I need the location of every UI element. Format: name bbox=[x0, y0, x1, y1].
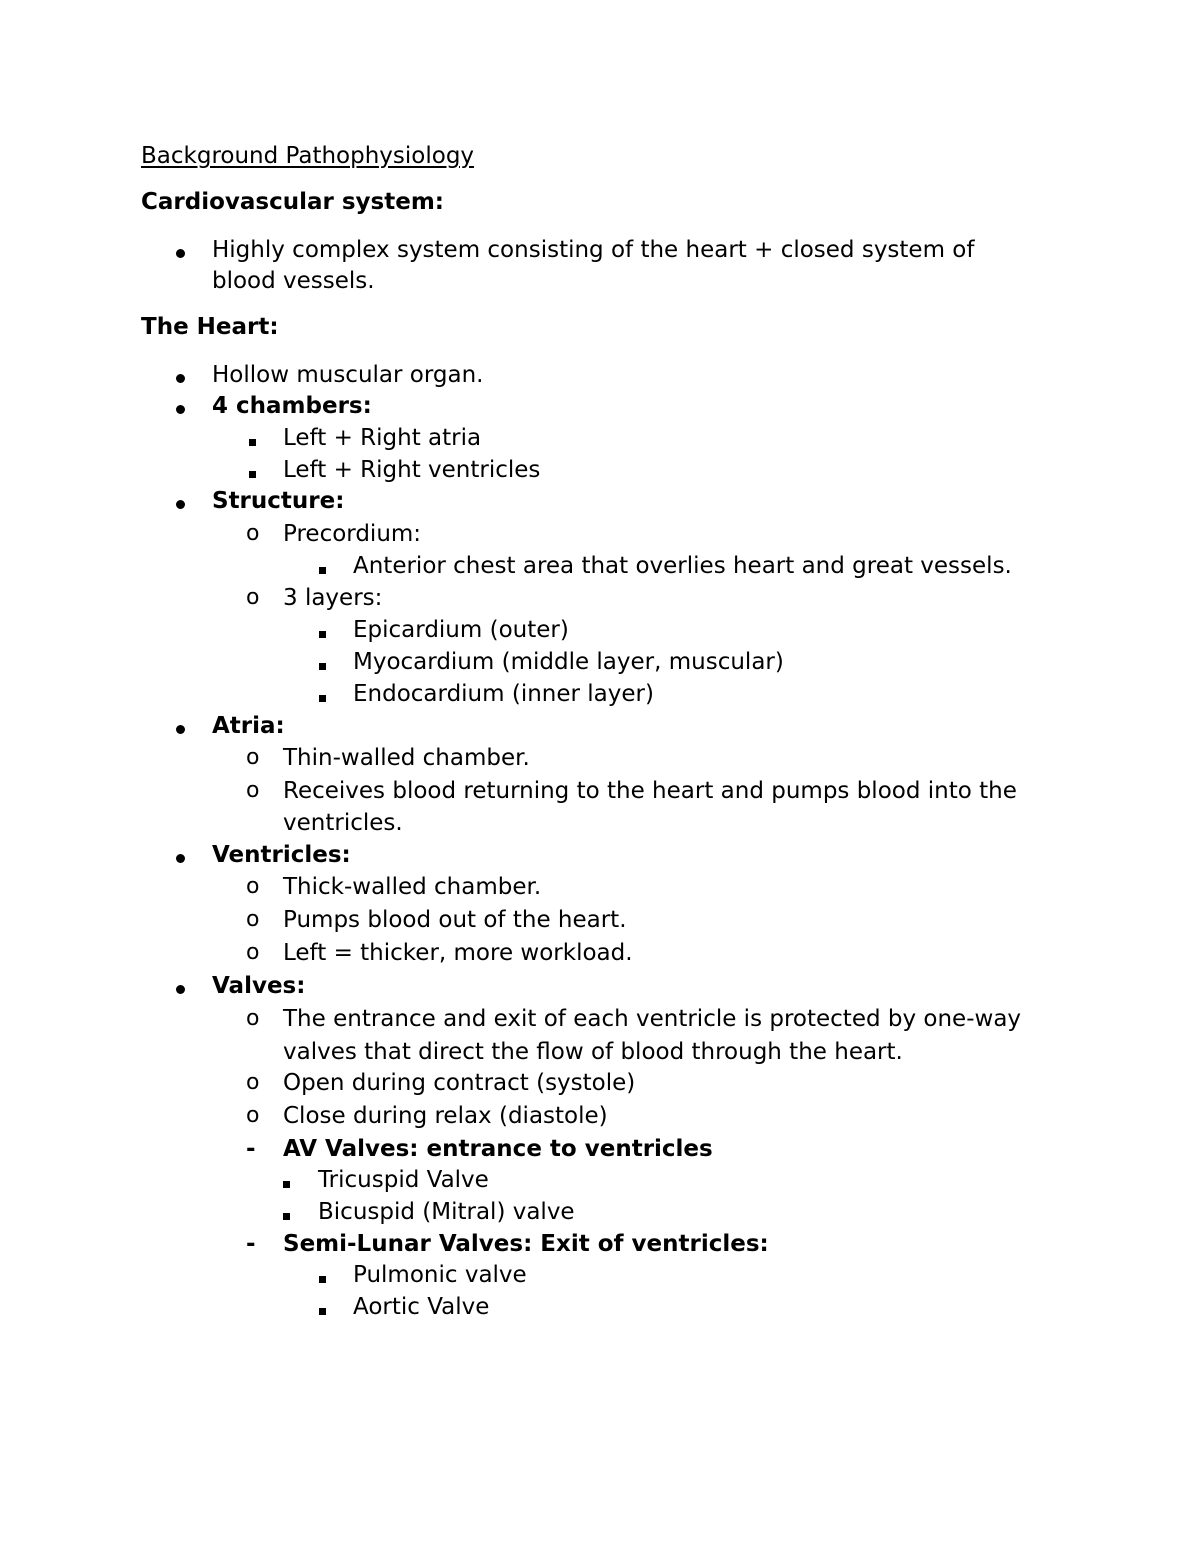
list-item-heading: Valves: bbox=[212, 973, 306, 999]
list-item-text-continued: valves that direct the flow of blood through the heart. bbox=[283, 1039, 903, 1065]
document-title: Background Pathophysiology bbox=[141, 143, 475, 169]
bullet-square bbox=[319, 679, 326, 711]
bullet-dash: - bbox=[246, 1136, 256, 1162]
list-item-heading: Structure: bbox=[212, 488, 345, 514]
list-item-text: Open during contract (systole) bbox=[283, 1070, 636, 1096]
bullet-disc bbox=[176, 486, 185, 518]
bullet-square bbox=[249, 455, 256, 487]
list-item-text: Hollow muscular organ. bbox=[212, 362, 484, 388]
bullet-disc bbox=[176, 711, 185, 743]
list-item-text: Aortic Valve bbox=[353, 1294, 490, 1320]
list-item-text: Tricuspid Valve bbox=[318, 1167, 489, 1193]
bullet-circle: o bbox=[246, 940, 260, 965]
list-item-text: Myocardium (middle layer, muscular) bbox=[353, 649, 784, 675]
list-item-text: Bicuspid (Mitral) valve bbox=[318, 1199, 575, 1225]
bullet-disc bbox=[176, 971, 185, 1003]
list-item-text: Thin-walled chamber. bbox=[283, 745, 530, 771]
list-item-text: Close during relax (diastole) bbox=[283, 1103, 608, 1129]
list-item-heading: Ventricles: bbox=[212, 842, 351, 868]
list-item-text: Pumps blood out of the heart. bbox=[283, 907, 627, 933]
list-item-heading: Atria: bbox=[212, 713, 285, 739]
list-item-text: Left + Right ventricles bbox=[283, 457, 541, 483]
list-item-text: Pulmonic valve bbox=[353, 1262, 527, 1288]
list-item-text: Anterior chest area that overlies heart and great vessels. bbox=[353, 553, 1012, 579]
bullet-circle: o bbox=[246, 745, 260, 770]
bullet-square bbox=[283, 1165, 290, 1197]
list-item-text: Thick-walled chamber. bbox=[283, 874, 542, 900]
bullet-circle: o bbox=[246, 1070, 260, 1095]
list-item-heading: AV Valves: entrance to ventricles bbox=[283, 1136, 713, 1162]
list-item-text-continued: ventricles. bbox=[283, 810, 403, 836]
heading-cardiovascular-system: Cardiovascular system: bbox=[141, 189, 444, 215]
bullet-circle: o bbox=[246, 521, 260, 546]
bullet-dash: - bbox=[246, 1231, 256, 1257]
list-item-heading: Semi-Lunar Valves: Exit of ventricles: bbox=[283, 1231, 769, 1257]
list-item-text: Highly complex system consisting of the heart + closed system of bbox=[212, 237, 975, 263]
bullet-circle: o bbox=[246, 874, 260, 899]
bullet-square bbox=[319, 647, 326, 679]
list-item-heading: 4 chambers: bbox=[212, 393, 372, 419]
bullet-disc bbox=[176, 235, 185, 267]
bullet-disc bbox=[176, 391, 185, 423]
bullet-square bbox=[319, 615, 326, 647]
list-item-text: 3 layers: bbox=[283, 585, 383, 611]
bullet-circle: o bbox=[246, 1006, 260, 1031]
list-item-text: Precordium: bbox=[283, 521, 422, 547]
bullet-square bbox=[319, 1260, 326, 1292]
list-item-text: Left = thicker, more workload. bbox=[283, 940, 633, 966]
bullet-circle: o bbox=[246, 1103, 260, 1128]
list-item-text: Receives blood returning to the heart and pumps blood into the bbox=[283, 778, 1017, 804]
list-item-text-continued: blood vessels. bbox=[212, 268, 375, 294]
list-item-text: Left + Right atria bbox=[283, 425, 482, 451]
list-item-text: The entrance and exit of each ventricle is protected by one-way bbox=[283, 1006, 1022, 1032]
list-item-text: Endocardium (inner layer) bbox=[353, 681, 654, 707]
bullet-square bbox=[319, 1292, 326, 1324]
heading-the-heart: The Heart: bbox=[141, 314, 279, 340]
bullet-circle: o bbox=[246, 585, 260, 610]
bullet-circle: o bbox=[246, 778, 260, 803]
bullet-square bbox=[283, 1197, 290, 1229]
bullet-square bbox=[319, 551, 326, 583]
bullet-disc bbox=[176, 360, 185, 392]
bullet-square bbox=[249, 423, 256, 455]
bullet-circle: o bbox=[246, 907, 260, 932]
bullet-disc bbox=[176, 840, 185, 872]
list-item-text: Epicardium (outer) bbox=[353, 617, 569, 643]
